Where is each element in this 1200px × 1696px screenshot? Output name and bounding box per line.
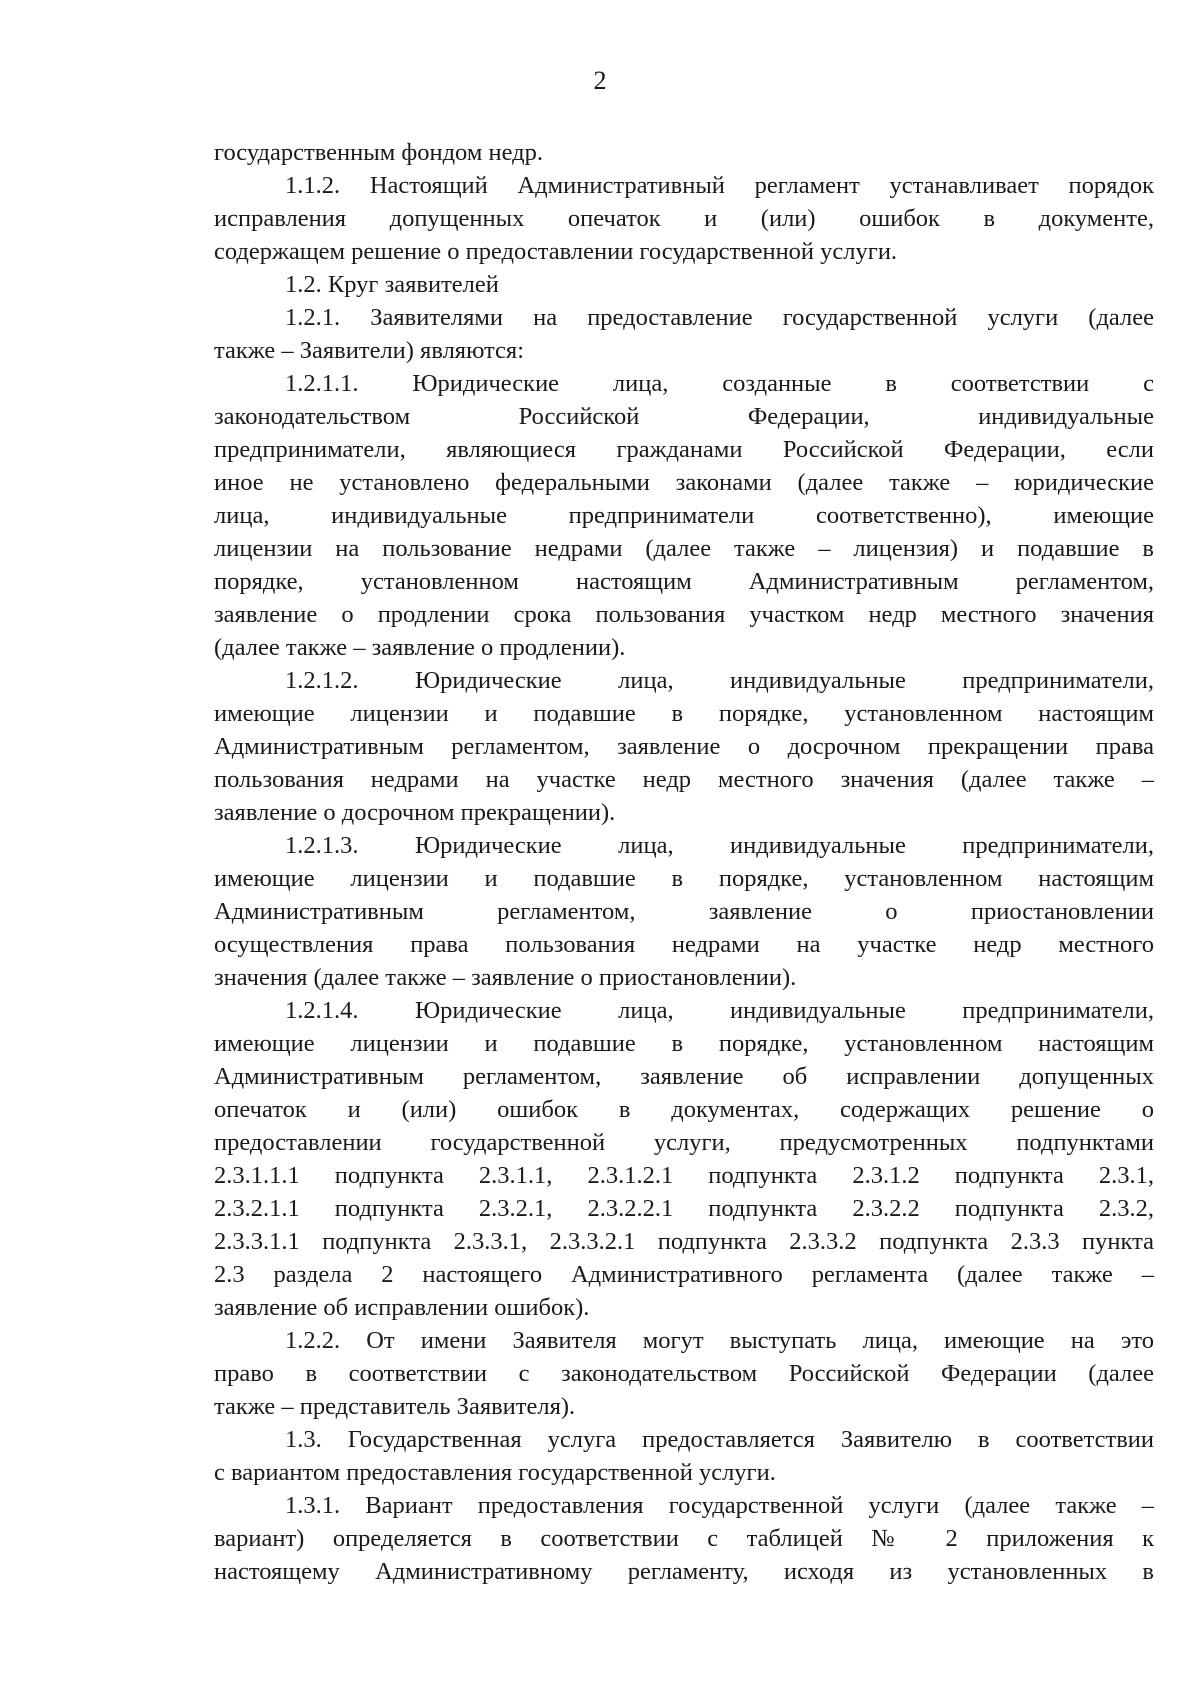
text-line: порядке, установленном настоящим Административным регламентом,	[214, 568, 1154, 595]
text-line: 1.2. Круг заявителей	[285, 271, 499, 298]
text-line: 1.3. Государственная услуга предоставляется Заявителю в соответствии	[285, 1426, 1154, 1453]
text-line: 2.3.2.1.1 подпункта 2.3.2.1, 2.3.2.2.1 подпункта 2.3.2.2 подпункта 2.3.2,	[214, 1195, 1154, 1222]
page-number: 2	[593, 66, 607, 95]
text-line: (далее также – заявление о продлении).	[214, 634, 626, 661]
text-line: 1.2.1.4. Юридические лица, индивидуальные предприниматели,	[285, 997, 1154, 1024]
text-line: Административным регламентом, заявление о приостановлении	[214, 898, 1154, 925]
text-line: имеющие лицензии и подавшие в порядке, установленном настоящим	[214, 865, 1154, 892]
text-line: заявление об исправлении ошибок).	[214, 1294, 590, 1321]
text-line: значения (далее также – заявление о приостановлении).	[214, 964, 797, 991]
text-line: 2.3.1.1.1 подпункта 2.3.1.1, 2.3.1.2.1 подпункта 2.3.1.2 подпункта 2.3.1,	[214, 1162, 1154, 1189]
text-line: осуществления права пользования недрами на участке недр местного	[214, 931, 1154, 958]
text-line: законодательством Российской Федерации, индивидуальные	[214, 403, 1154, 430]
text-line: пользования недрами на участке недр местного значения (далее также –	[214, 766, 1154, 793]
text-line: с вариантом предоставления государственной услуги.	[214, 1459, 776, 1486]
text-line: предоставлении государственной услуги, предусмотренных подпунктами	[214, 1129, 1154, 1156]
text-line: также – представитель Заявителя).	[214, 1393, 576, 1420]
text-line: 1.2.1. Заявителями на предоставление государственной услуги (далее	[285, 304, 1154, 331]
text-line: государственным фондом недр.	[214, 139, 543, 166]
text-line: иное не установлено федеральными законами (далее также – юридические	[214, 469, 1154, 496]
text-line: 1.2.1.2. Юридические лица, индивидуальные предприниматели,	[285, 667, 1154, 694]
text-line: вариант) определяется в соответствии с таблицей № 2 приложения к	[214, 1525, 1154, 1552]
text-line: Административным регламентом, заявление о досрочном прекращении права	[214, 733, 1154, 760]
document-body	[214, 136, 1154, 1588]
text-line: также – Заявители) являются:	[214, 337, 525, 364]
text-line: лицензии на пользование недрами (далее также – лицензия) и подавшие в	[214, 535, 1154, 562]
text-line: настоящему Административному регламенту, исходя из установленных в	[214, 1558, 1154, 1585]
text-line: 2.3.3.1.1 подпункта 2.3.3.1, 2.3.3.2.1 подпункта 2.3.3.2 подпункта 2.3.3 пункта	[214, 1228, 1154, 1255]
text-line: содержащем решение о предоставлении государственной услуги.	[214, 238, 898, 265]
text-line: имеющие лицензии и подавшие в порядке, установленном настоящим	[214, 700, 1154, 727]
text-line: предприниматели, являющиеся гражданами Российской Федерации, если	[214, 436, 1154, 463]
text-line: заявление о досрочном прекращении).	[214, 799, 616, 826]
text-line: право в соответствии с законодательством Российской Федерации (далее	[214, 1360, 1154, 1387]
text-line: опечаток и (или) ошибок в документах, содержащих решение о	[214, 1096, 1154, 1123]
text-line: имеющие лицензии и подавшие в порядке, установленном настоящим	[214, 1030, 1154, 1057]
text-line: 1.3.1. Вариант предоставления государственной услуги (далее также –	[285, 1492, 1154, 1519]
text-line: 1.2.1.3. Юридические лица, индивидуальные предприниматели,	[285, 832, 1154, 859]
text-line: 1.2.2. От имени Заявителя могут выступать лица, имеющие на это	[285, 1327, 1154, 1354]
text-line: 2.3 раздела 2 настоящего Административного регламента (далее также –	[214, 1261, 1154, 1288]
text-line: заявление о продлении срока пользования участком недр местного значения	[214, 601, 1154, 628]
text-line: 1.1.2. Настоящий Административный регламент устанавливает порядок	[285, 172, 1154, 199]
text-line: исправления допущенных опечаток и (или) ошибок в документе,	[214, 205, 1154, 232]
text-line: Административным регламентом, заявление об исправлении допущенных	[214, 1063, 1154, 1090]
text-line: 1.2.1.1. Юридические лица, созданные в соответствии с	[285, 370, 1154, 397]
text-line: лица, индивидуальные предприниматели соответственно), имеющие	[214, 502, 1154, 529]
